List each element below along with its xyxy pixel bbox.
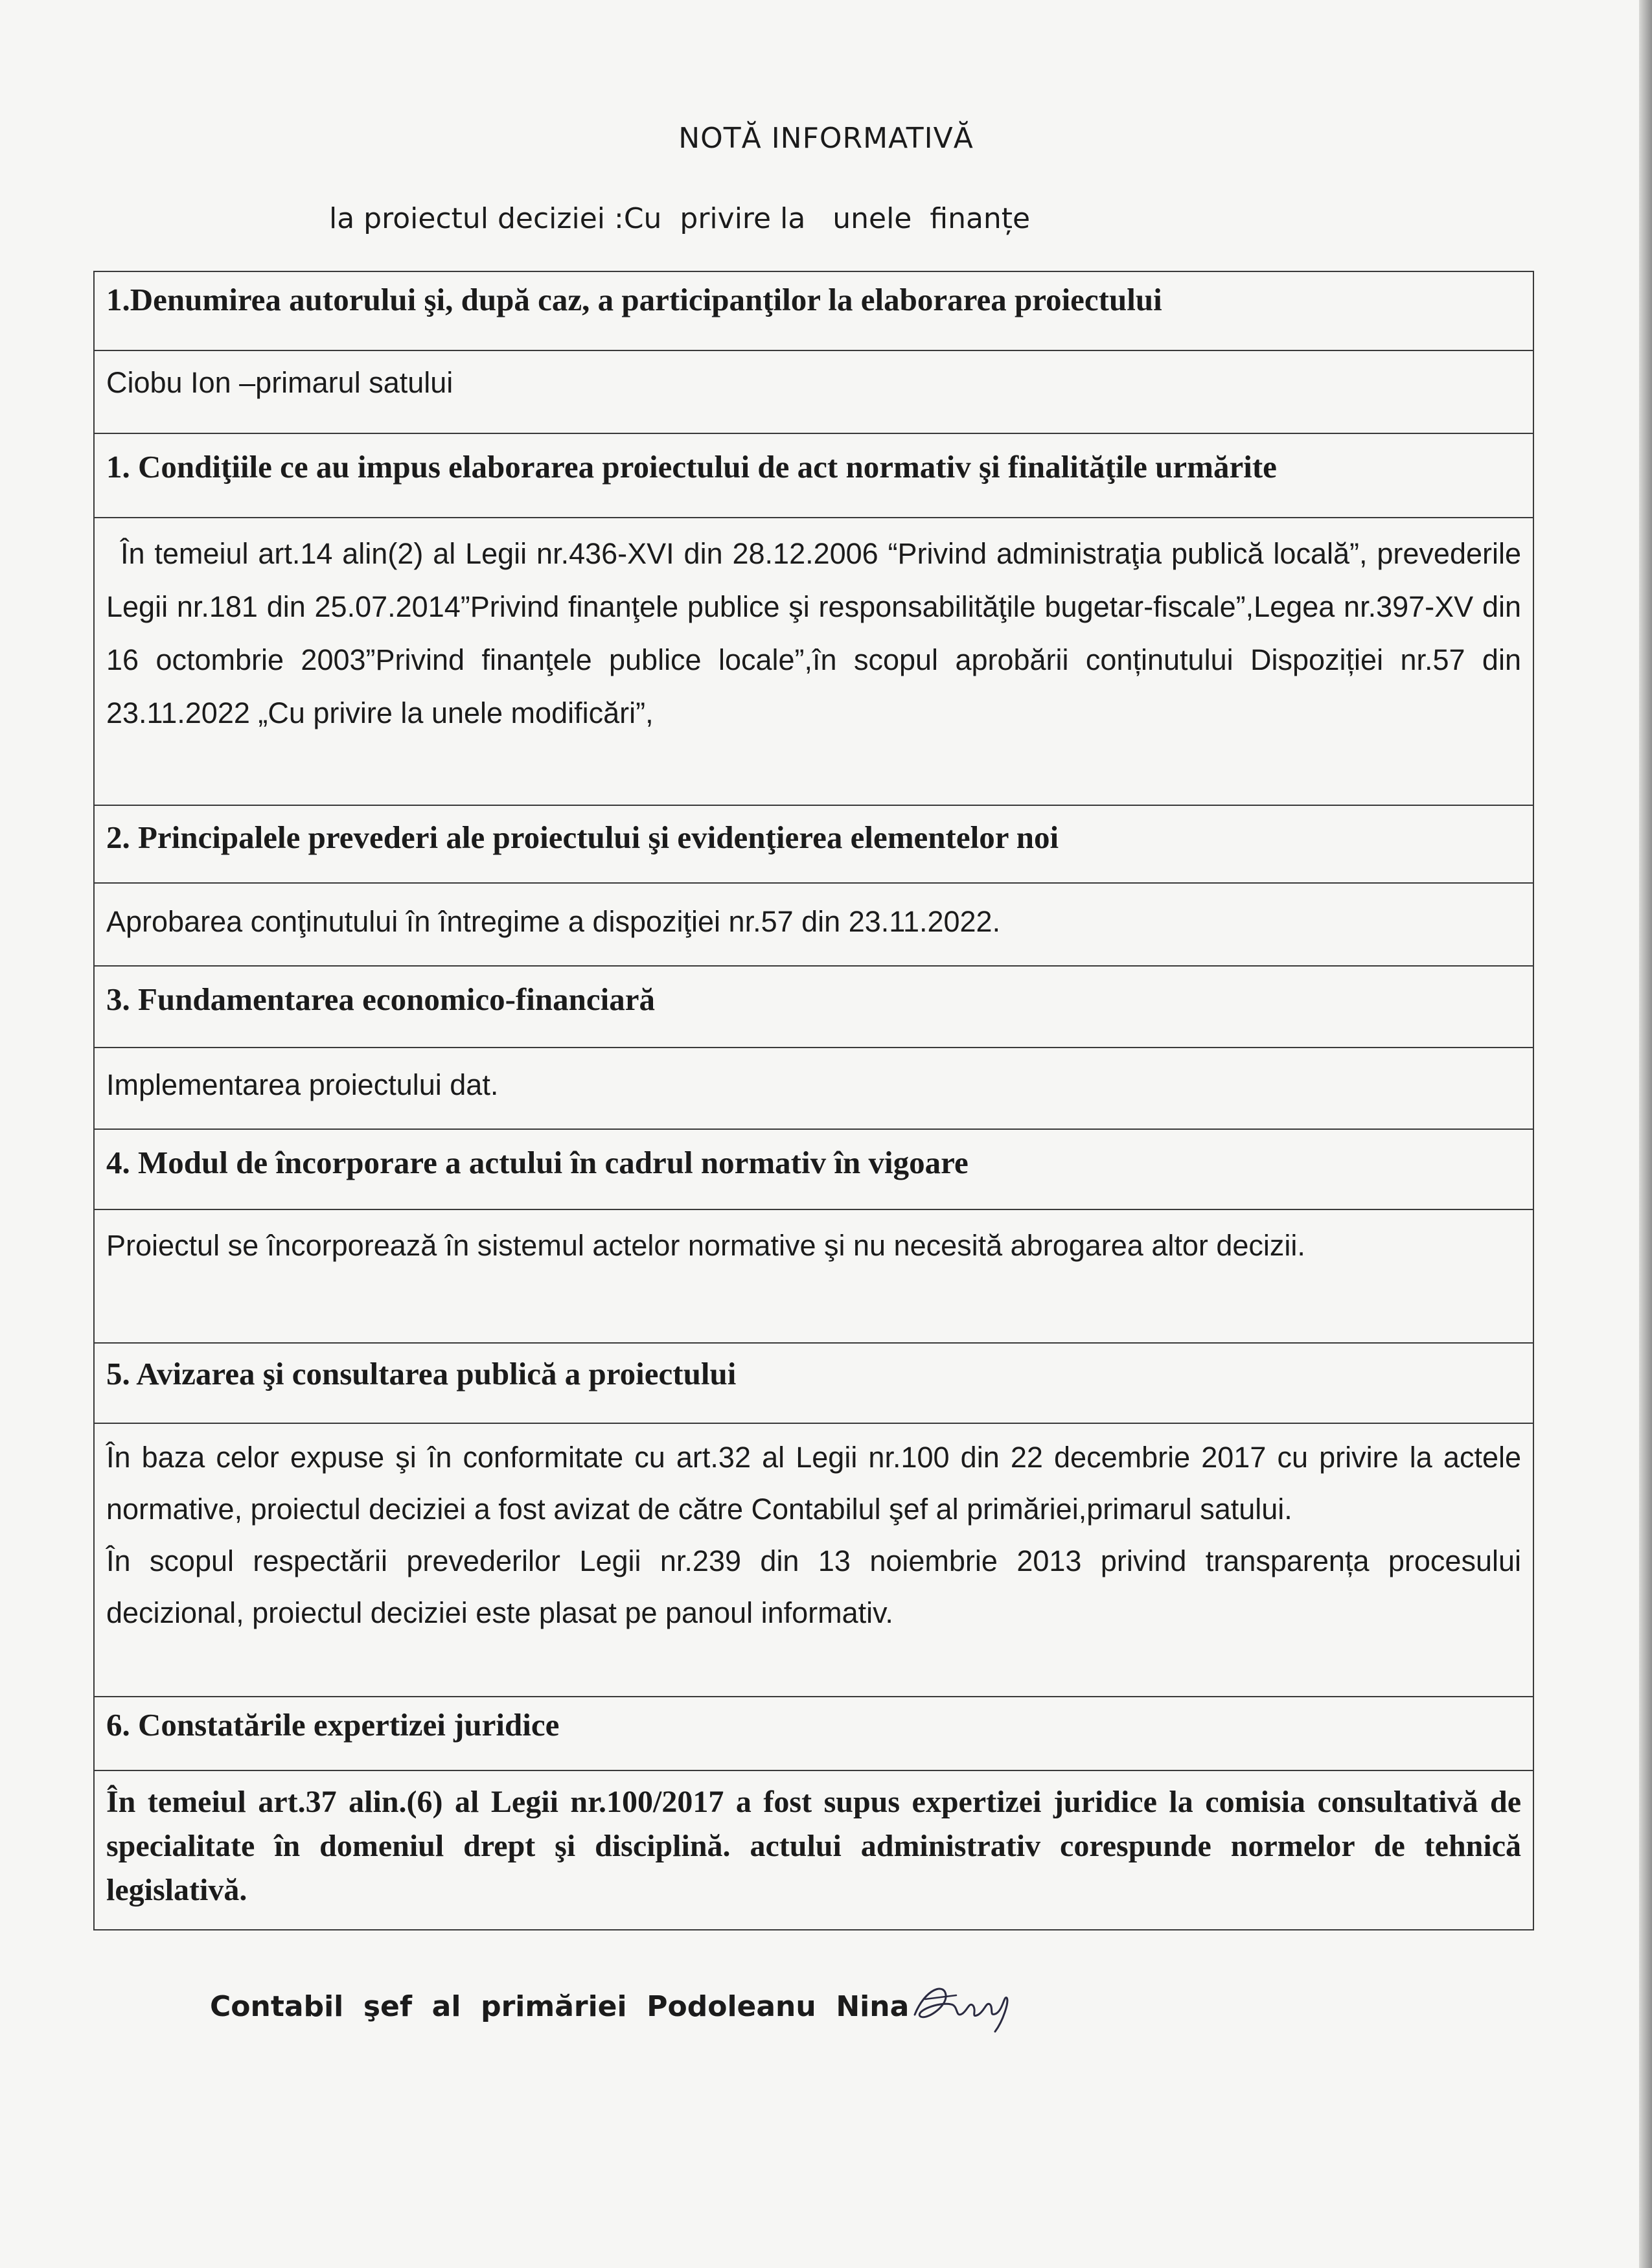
row-conditions-value: În temeiul art.14 alin(2) al Legii nr.436-XVI din 28.12.2006 “Privind administraţia publică locală”, prevederile Legii nr.181 din 25.07.2014”Privind finanţele publice şi responsabilităţile bugetar-fiscale”,Legea nr.397-XV din 16 octombrie 2003”Privind finanţele publice locale”,în scopul aprobării conținutului Dispoziției nr.57 din 23.11.2022 „Cu privire la unele modificări”, — [95, 518, 1533, 806]
row-consultation-header: 5. Avizarea şi consultarea publică a proiectului — [95, 1344, 1533, 1424]
row-legal-header: 6. Constatările expertizei juridice — [95, 1697, 1533, 1771]
scan-edge — [1639, 0, 1652, 2268]
handwritten-signature — [906, 1976, 1022, 2034]
document-subtitle: la proiectul deciziei :Cu privire la unele finanțe — [329, 202, 1031, 235]
row-legal-value: În temeiul art.37 alin.(6) al Legii nr.100/2017 a fost supus expertizei juridice la comisia consultativă de specialitate în domeniul drept şi disciplină. actului administrativ corespunde normelor de tehnică legislativă. — [106, 1785, 1521, 1907]
row-economic-value: Implementarea proiectului dat. — [95, 1048, 1533, 1130]
document-title: NOTĂ INFORMATIVĂ — [678, 122, 974, 155]
consultation-paragraph-1: În baza celor expuse şi în conformitate cu art.32 al Legii nr.100 din 22 decembrie 2017 cu privire la actele normative, proiectul deciziei a fost avizat de către Contabilul şef al primăriei,primarul satului. — [106, 1441, 1521, 1526]
row-incorporation-value: Proiectul se încorporează în sistemul actelor normative şi nu necesită abrogarea altor decizii. — [95, 1210, 1533, 1344]
row-provisions-header: 2. Principalele prevederi ale proiectului şi evidenţierea elementelor noi — [95, 806, 1533, 884]
row-incorporation-header: 4. Modul de încorporare a actului în cadrul normativ în vigoare — [95, 1130, 1533, 1210]
row-consultation-value — [95, 1424, 1533, 1697]
consultation-paragraph-2: În scopul respectării prevederilor Legii nr.239 din 13 noiembrie 2013 privind transparența procesului decizional, proiectul deciziei este plasat pe panoul informativ. — [106, 1544, 1521, 1629]
row-authors-header: 1.Denumirea autorului şi, după caz, a participanţilor la elaborarea proiectului — [95, 272, 1533, 351]
row-provisions-value: Aprobarea conţinutului în întregime a dispoziţiei nr.57 din 23.11.2022. — [95, 884, 1533, 967]
row-authors-value: Ciobu Ion –primarul satului — [95, 351, 1533, 434]
row-economic-header: 3. Fundamentarea economico-financiară — [95, 967, 1533, 1048]
signatory-line: Contabil şef al primăriei Podoleanu Nina — [210, 1990, 910, 2023]
row-conditions-header: 1. Condiţiile ce au impus elaborarea proiectului de act normativ şi finalităţile urmărite — [95, 434, 1533, 518]
info-table — [93, 271, 1534, 1930]
